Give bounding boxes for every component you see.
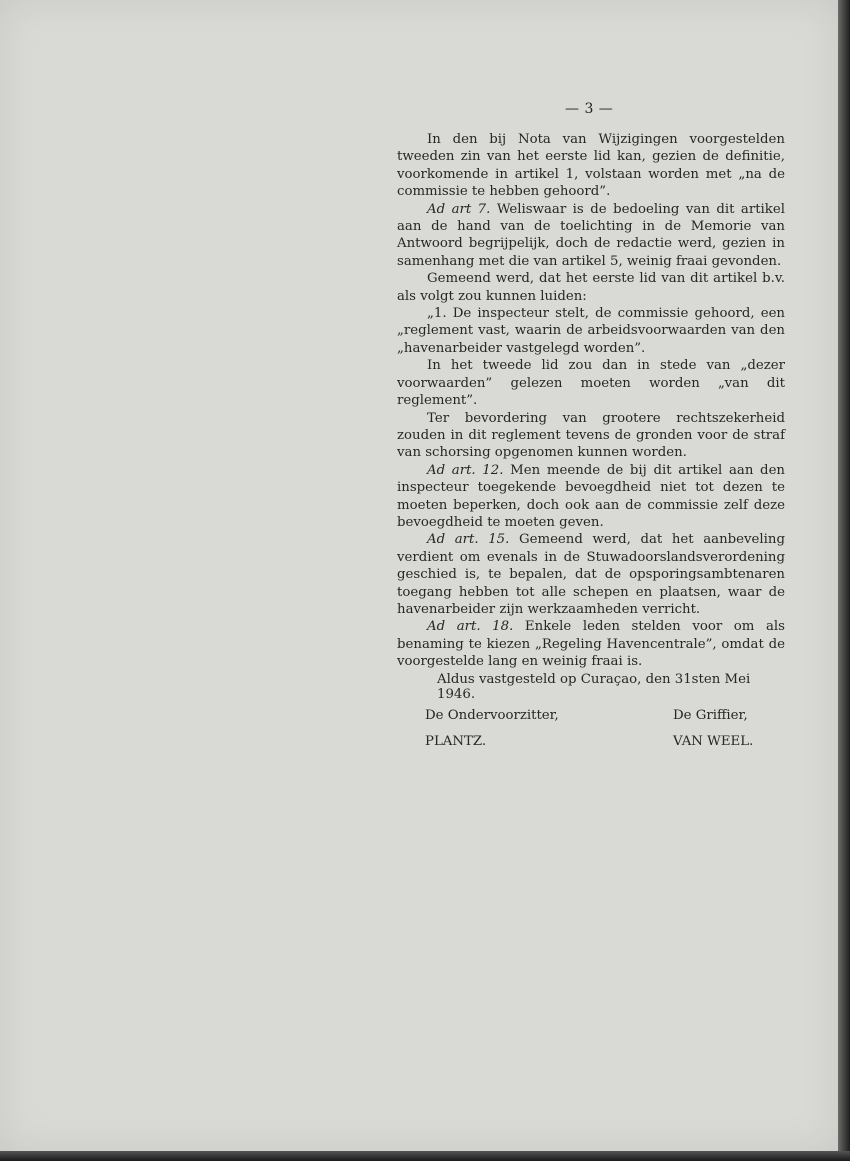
signature-title: De Griffier, bbox=[673, 708, 748, 723]
report-body bbox=[397, 131, 785, 671]
closing-statement: Aldus vastgesteld op Curaçao, den 31sten Mei 1946. bbox=[437, 672, 751, 702]
paragraph: Gemeend werd, dat het eerste lid van dit artikel b.v. als volgt zou kunnen luiden: bbox=[397, 271, 785, 304]
paragraph: Ad art. 18. Enkele leden stelden voor om als benaming te kiezen „Regeling Havencentrale”, omdat de voorgestelde lang en weinig fraai is. bbox=[397, 619, 786, 670]
paragraph: Ad art. 12. Men meende de bij dit artikel aan den inspecteur toegekende bevoegdheid niet tot dezen te moeten beperken, doch ook aan de commissie zelf deze bevoegdheid te moeten geven. bbox=[397, 462, 785, 530]
section-heading: Ad art. 12. bbox=[427, 462, 504, 478]
section-heading: Ad art. 15. bbox=[427, 532, 510, 548]
page-number: — 3 — bbox=[565, 101, 614, 117]
signature-title: De Ondervoorzitter, bbox=[425, 708, 559, 723]
section-heading: Ad art. 18. bbox=[427, 619, 514, 635]
signature-name: VAN WEEL. bbox=[673, 734, 754, 749]
signature-name: PLANTZ. bbox=[425, 734, 487, 749]
paragraph: Ter bevordering van grootere rechtszekerheid zouden in dit reglement tevens de gronden voor de straf van schorsing opgenomen kunnen worden. bbox=[397, 410, 785, 461]
page-edge-shadow bbox=[0, 1151, 850, 1161]
section-heading: Ad art 7. bbox=[427, 201, 491, 217]
paragraph: Ad art. 15. Gemeend werd, dat het aanbeveling verdient om evenals in de Stuwadoorslandsverordening geschied is, te bepalen, dat de opsporingsambtenaren toegang hebben tot alle schepen en plaatsen, waar de havenarbeider zijn werkzaamheden verricht. bbox=[397, 532, 785, 617]
paragraph: In het tweede lid zou dan in stede van „dezer voorwaarden” gelezen moeten worden „van dit reglement”. bbox=[397, 358, 785, 409]
signature-clerk bbox=[673, 708, 753, 760]
page-edge-shadow bbox=[838, 0, 850, 1161]
paragraph: In den bij Nota van Wijzigingen voorgestelden tweeden zin van het eerste lid kan, gezien de definitie, voorkomende in artikel 1, volstaan worden met „na de commissie te hebben gehoord”. bbox=[397, 132, 785, 200]
paragraph: Ad art 7. Weliswaar is de bedoeling van dit artikel aan de hand van de toelichting in de Memorie van Antwoord begrijpelijk, doch de redactie werd, gezien in samenhang met die van artikel 5, weinig fraai gevonden. bbox=[397, 201, 785, 269]
paragraph-quote: „1. De inspecteur stelt, de commissie gehoord, een „reglement vast, waarin de arbeidsvoorwaarden van den „havenarbeider vastgelegd worden”. bbox=[397, 306, 785, 356]
signature-vice-chair bbox=[425, 708, 559, 760]
